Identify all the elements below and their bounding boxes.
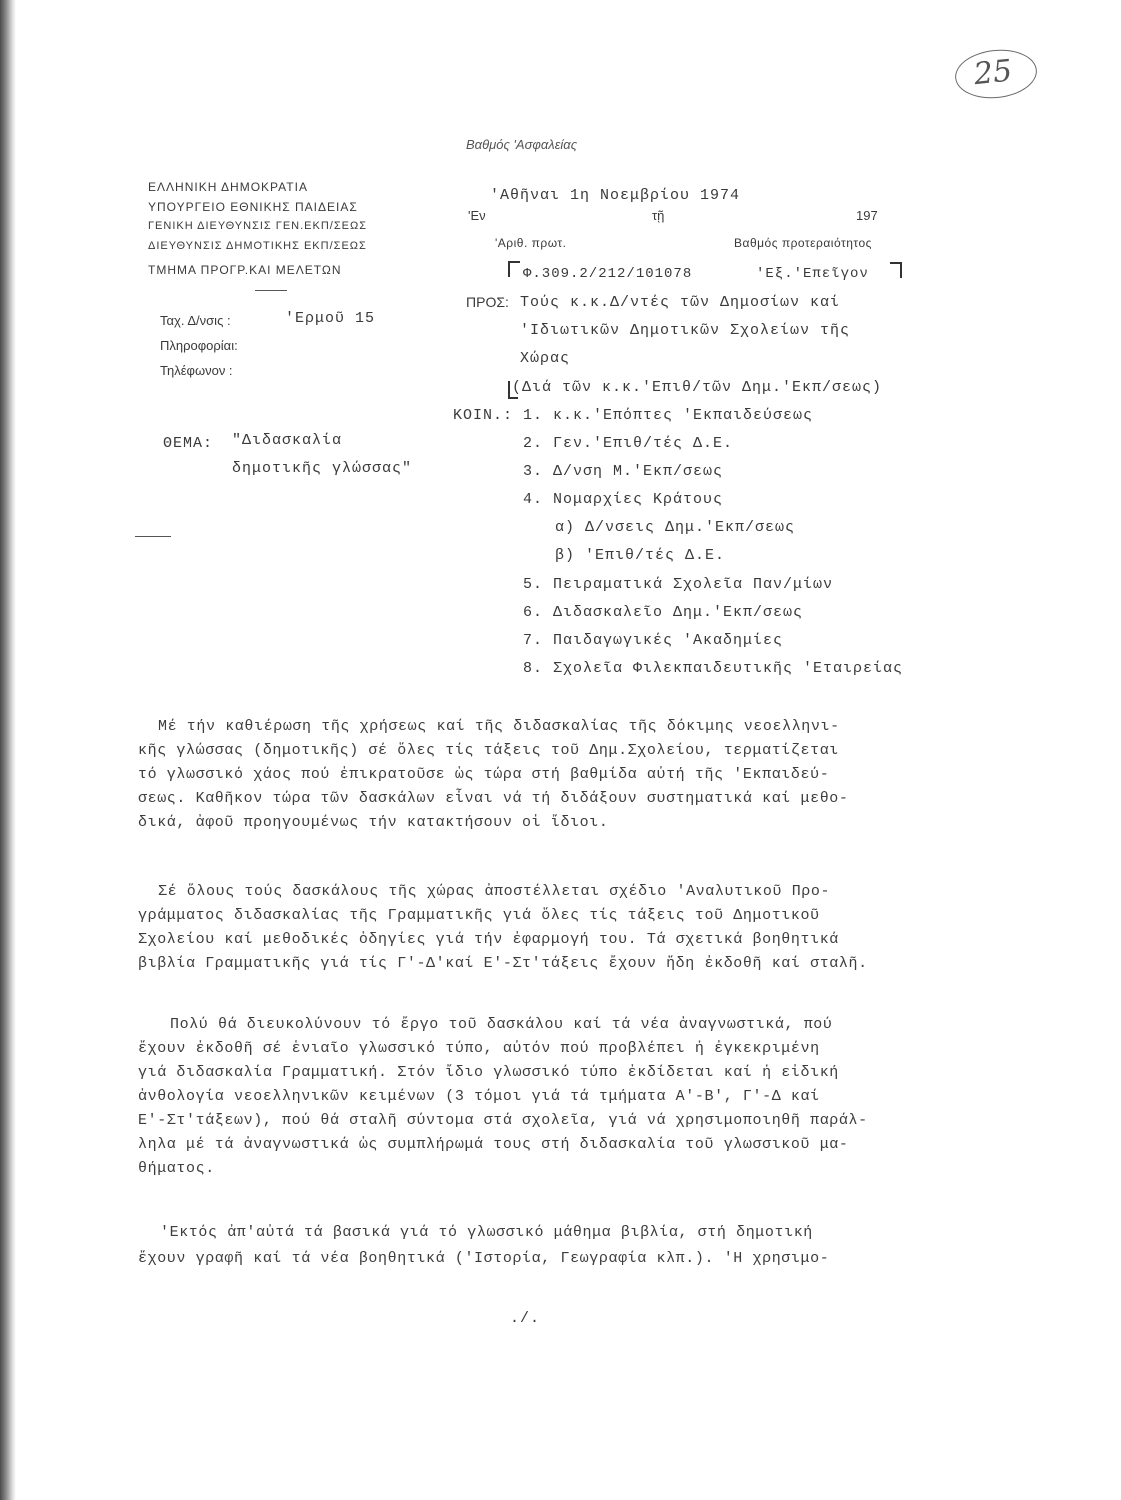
body-p1-line-3: τό γλωσσικό χάος πού ἐπικρατοῦσε ὡς τώρα στή βαθμίδα αὐτή τῆς 'Εκπαιδεύ- <box>138 766 830 783</box>
body-p2-line-2: γράμματος διδασκαλίας τῆς Γραμματικῆς γιά ὅλες τίς τάξεις τοῦ Δημοτικοῦ <box>138 907 820 924</box>
body-p2-line-1: Σέ ὅλους τούς δασκάλους τῆς χώρας ἀποστέλλεται σχέδιο 'Αναλυτικοῦ Προ- <box>158 883 831 900</box>
subject-line-1: "Διδασκαλία <box>232 432 343 449</box>
cc-item-5: 5. Πειραματικά Σχολεῖα Παν/μίων <box>523 576 834 593</box>
cc-item-2: 2. Γεν.'Επιθ/τές Δ.Ε. <box>523 435 734 452</box>
protocol-label: 'Αριθ. πρωτ. <box>495 236 567 250</box>
page-number-stamp <box>953 46 1040 102</box>
page-number: 25 <box>972 53 1014 93</box>
body-p3-line-2: ἔχουν ἐκδοθῆ σέ ἑνιαῖο γλωσσικό τύπο, αὐτόν πού προβλέπει ἡ ἐγκεκριμένη <box>138 1040 820 1057</box>
protocol-bracket-left <box>508 261 520 277</box>
cc-item-3: 3. Δ/νση Μ.'Εκπ/σεως <box>523 463 724 480</box>
body-paragraph-1 <box>158 715 988 739</box>
cc-item-4a: α) Δ/νσεις Δημ.'Εκπ/σεως <box>555 519 796 536</box>
cc-item-7: 7. Παιδαγωγικές 'Ακαδημίες <box>523 632 784 649</box>
subject-line-2: δημοτικῆς γλώσσας" <box>232 460 413 477</box>
body-paragraph-1-cont <box>138 739 968 835</box>
body-p2-line-3: Σχολείου καί μεθοδικές ὁδηγίες γιά τήν ἐφαρμογή του. Τά σχετικά βοηθητικά <box>138 931 839 948</box>
sender-line-2: ΥΠΟΥΡΓΕΙΟ ΕΘΝΙΚΗΣ ΠΑΙΔΕΙΑΣ <box>148 200 358 214</box>
priority-label: Βαθμός προτεραιότητος <box>734 236 872 250</box>
subject-label: ΘΕΜΑ: <box>163 435 214 452</box>
sender-underline <box>255 290 287 291</box>
body-paragraph-2-cont <box>138 904 968 976</box>
body-p4-line-2: ἔχουν γραφῆ καί τά νέα βοηθητικά ('Ιστορία, Γεωγραφία κλπ.). 'Η χρησιμο- <box>138 1250 830 1267</box>
continuation-mark: ./. <box>510 1310 541 1327</box>
to-label: ΠΡΟΣ: <box>466 294 509 310</box>
body-paragraph-3 <box>170 1013 1000 1037</box>
body-p1-line-1: Μέ τήν καθιέρωση τῆς χρήσεως καί τῆς διδασκαλίας τῆς δόκιμης νεοελληνι- <box>158 718 840 735</box>
year-label: 197 <box>856 208 878 223</box>
body-p3-line-5: Ε'-Στ'τάξεων), πού θά σταλῆ σύντομα στά σχολεῖα, γιά νά χρησιμοποιηθῆ παράλ- <box>138 1112 868 1129</box>
phone-label: Τηλέφωνον : <box>160 363 233 378</box>
cc-item-4: 4. Νομαρχίες Κράτους <box>523 491 724 508</box>
en-label: 'Εν <box>468 208 486 223</box>
protocol-number: Φ.309.2/212/101078 <box>523 266 693 282</box>
body-paragraph-4 <box>160 1221 990 1245</box>
cc-item-6: 6. Διδασκαλεῖο Δημ.'Εκπ/σεως <box>523 604 804 621</box>
ti-label: τῇ <box>652 208 665 223</box>
sender-line-4: ΔΙΕΥΘΥΝΣΙΣ ΔΗΜΟΤΙΚΗΣ ΕΚΠ/ΣΕΩΣ <box>148 240 367 252</box>
body-p1-line-2: κῆς γλώσσας (δημοτικῆς) σέ ὅλες τίς τάξεις τοῦ Δημ.Σχολείου, τερματίζεται <box>138 742 839 759</box>
sender-line-1: ΕΛΛΗΝΙΚΗ ΔΗΜΟΚΡΑΤΙΑ <box>148 180 308 194</box>
body-paragraph-4-cont <box>138 1247 968 1271</box>
security-level: Βαθμός 'Ασφαλείας <box>466 137 578 152</box>
to-line-1: Τούς κ.κ.Δ/ντές τῶν Δημοσίων καί <box>520 294 841 311</box>
body-p3-line-6: ληλα μέ τά ἀναγνωστικά ὡς συμπλήρωμά τους στή διδασκαλία τοῦ γλωσσικοῦ μα- <box>138 1136 849 1153</box>
body-p1-line-4: σεως. Καθῆκον τώρα τῶν δασκάλων εἶναι νά τή διδάξουν συστηματικά καί μεθο- <box>138 790 849 807</box>
body-p3-line-3: γιά διδασκαλία Γραμματική. Στόν ἴδιο γλωσσικό τύπο ἐκδίδεται καί ἡ εἰδική <box>138 1064 839 1081</box>
body-p2-line-4: βιβλία Γραμματικῆς γιά τίς Γ'-Δ'καί Ε'-Στ'τάξεις ἔχουν ἤδη ἐκδοθῆ καί σταλῆ. <box>138 955 868 972</box>
sender-line-3: ΓΕΝΙΚΗ ΔΙΕΥΘΥΝΣΙΣ ΓΕΝ.ΕΚΠ/ΣΕΩΣ <box>148 220 368 232</box>
body-paragraph-2 <box>158 880 988 904</box>
cc-item-8: 8. Σχολεῖα Φιλεκπαιδευτικῆς 'Εταιρείας <box>523 660 904 677</box>
body-p3-line-1: Πολύ θά διευκολύνουν τό ἔργο τοῦ δασκάλου καί τά νέα ἀναγνωστικά, πού <box>170 1016 833 1033</box>
body-paragraph-3-cont <box>138 1037 968 1181</box>
body-p4-line-1: 'Εκτός ἀπ'αὐτά τά βασικά γιά τό γλωσσικό μάθημα βιβλία, στή δημοτική <box>160 1224 813 1241</box>
cc-label: ΚΟΙΝ.: <box>453 407 514 424</box>
sender-line-5: ΤΜΗΜΑ ΠΡΟΓΡ.ΚΑΙ ΜΕΛΕΤΩΝ <box>148 263 342 277</box>
street-value: 'Ερμοῦ 15 <box>285 310 376 327</box>
info-label: Πληροφορίαι: <box>160 338 238 353</box>
street-label: Ταχ. Δ/νσις : <box>160 313 231 328</box>
protocol-bracket-right <box>890 262 902 278</box>
body-p1-line-5: δικά, ἀφοῦ προηγουμένως τήν κατακτήσουν οἱ ἴδιοι. <box>138 814 609 831</box>
body-p3-line-7: θήματος. <box>138 1160 215 1177</box>
to-line-3: Χώρας <box>520 350 571 367</box>
subject-rule <box>135 536 171 537</box>
date: 'Αθῆναι 1η Νοεμβρίου 1974 <box>490 187 741 204</box>
cc-item-4b: β) 'Επιθ/τές Δ.Ε. <box>555 547 726 564</box>
body-p3-line-4: ἀνθολογία νεοελληνικῶν κειμένων (3 τόμοι γιά τά τμήματα Α'-Β', Γ'-Δ καί <box>138 1088 820 1105</box>
priority-value: 'Εξ.'Επεῖγον <box>756 266 869 282</box>
via-line: (Διά τῶν κ.κ.'Επιθ/τῶν Δημ.'Εκπ/σεως) <box>512 379 883 396</box>
scan-edge <box>0 0 16 1500</box>
to-line-2: 'Ιδιωτικῶν Δημοτικῶν Σχολείων τῆς <box>520 322 851 339</box>
cc-item-1: 1. κ.κ.'Επόπτες 'Εκπαιδεύσεως <box>523 407 814 424</box>
